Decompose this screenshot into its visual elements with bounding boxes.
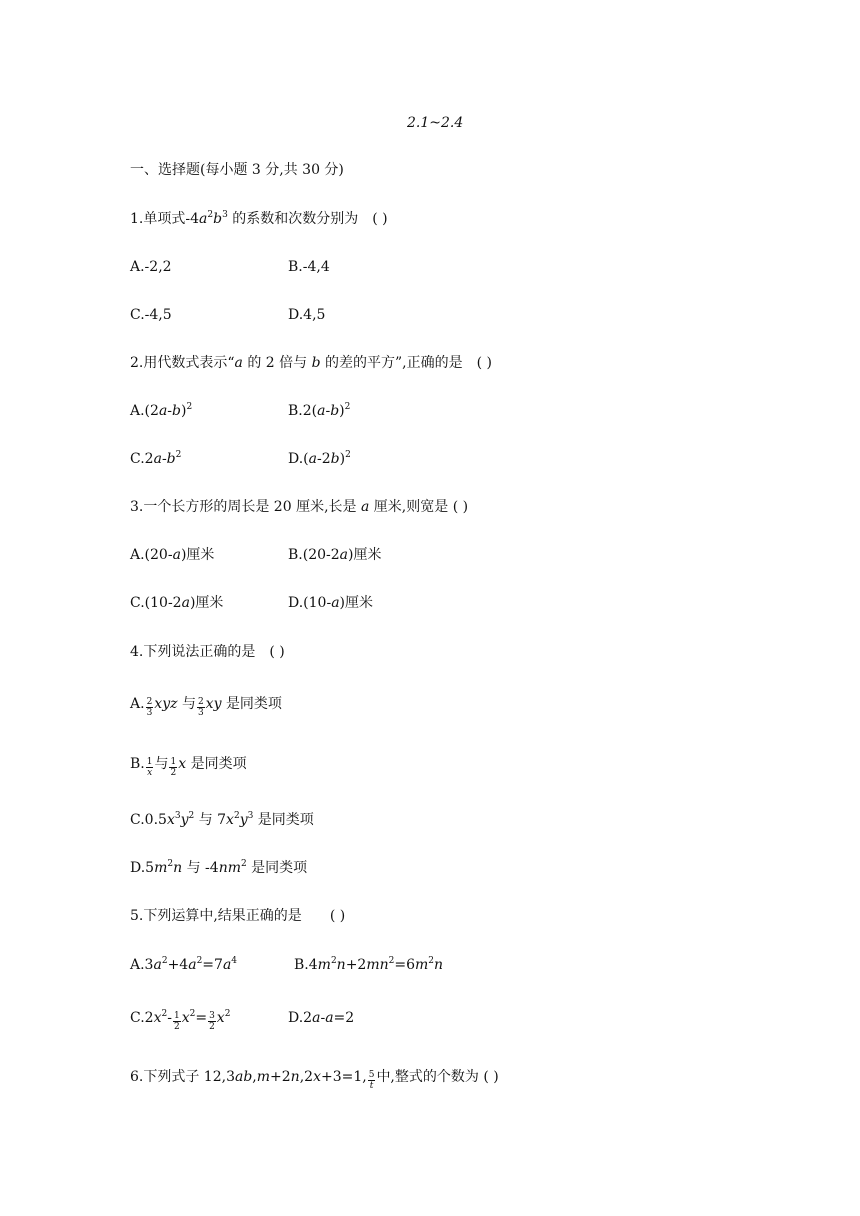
q3-options-ab — [130, 545, 382, 565]
q3-option-d: D.(10-a)厘米 — [288, 595, 374, 611]
q3-option-b: B.(20-2a)厘米 — [288, 547, 382, 563]
q2-option-a: $A.(2a-b)^2$ — [130, 402, 193, 419]
q2-options-ab — [130, 401, 351, 421]
q3-option-a: A.(20-a)厘米 — [130, 547, 215, 563]
question-1: 1.单项式$-4a^2b^3$ 的系数和次数分别为 ( ) — [130, 210, 388, 227]
q5-options-cd — [130, 1008, 355, 1032]
q3-options-cd — [130, 593, 374, 613]
question-3: 3.一个长方形的周长是 20 厘米,长是 a 厘米,则宽是 ( ) — [130, 499, 469, 515]
question-2: 2.用代数式表示“a 的 2 倍与 b 的差的平方”,正确的是 ( ) — [130, 355, 492, 371]
q4-option-d: $D.5m^2n$ 与 $-4nm^2$ 是同类项 — [130, 859, 308, 876]
q4-option-c: $C.0.5x^3y^2$ 与 $7x^2y^3$ 是同类项 — [130, 811, 314, 828]
q5-option-b: $B.4m^2n+2mn^2=6m^2n$ — [294, 956, 444, 973]
q5-option-c: $C.2x^2-$ $\frac{1}{2}$ $x^2=$ $\frac{3}{2}$ $x^2$ — [130, 1009, 231, 1032]
question-6: 6.下列式子 12,3ab,m+2n,2x+3=1, $\frac{5}{t}$ 中,整式的个数为 ( ) — [130, 1069, 499, 1091]
question-5: 5.下列运算中,结果正确的是 ( ) — [130, 908, 346, 924]
q1-options-cd — [130, 305, 326, 325]
q1-option-c: C.-4,5 — [130, 307, 172, 323]
q2-options-cd — [130, 449, 351, 469]
q4-option-a: A. $\frac{2}{3}$ xyz 与 $\frac{2}{3}$ xy 是同类项 — [130, 696, 282, 718]
q5-option-a: $A.3a^2+4a^2=7a^4$ — [130, 956, 238, 973]
q5-options-ab — [130, 955, 444, 975]
q1-option-b: B.-4,4 — [288, 259, 330, 275]
question-4: 4.下列说法正确的是 ( ) — [130, 644, 285, 660]
q1-options-ab — [130, 257, 330, 277]
page-title: 2.1~2.4 — [407, 115, 464, 131]
section-heading: 一、选择题(每小题 3 分,共 30 分) — [130, 162, 344, 178]
q1-option-a: A.-2,2 — [130, 259, 172, 275]
q1-option-d: D.4,5 — [288, 307, 326, 323]
q2-option-d: $D.(a-2b)^2$ — [288, 450, 351, 467]
q4-option-b: B. $\frac{1}{x}$ 与 $\frac{1}{2}$ x 是同类项 — [130, 756, 247, 778]
q2-option-c: $C.2a-b^2$ — [130, 450, 182, 467]
q2-option-b: $B.2(a-b)^2$ — [288, 402, 351, 419]
q5-option-d: D.2a-a=2 — [288, 1010, 355, 1026]
q3-option-c: C.(10-2a)厘米 — [130, 595, 224, 611]
